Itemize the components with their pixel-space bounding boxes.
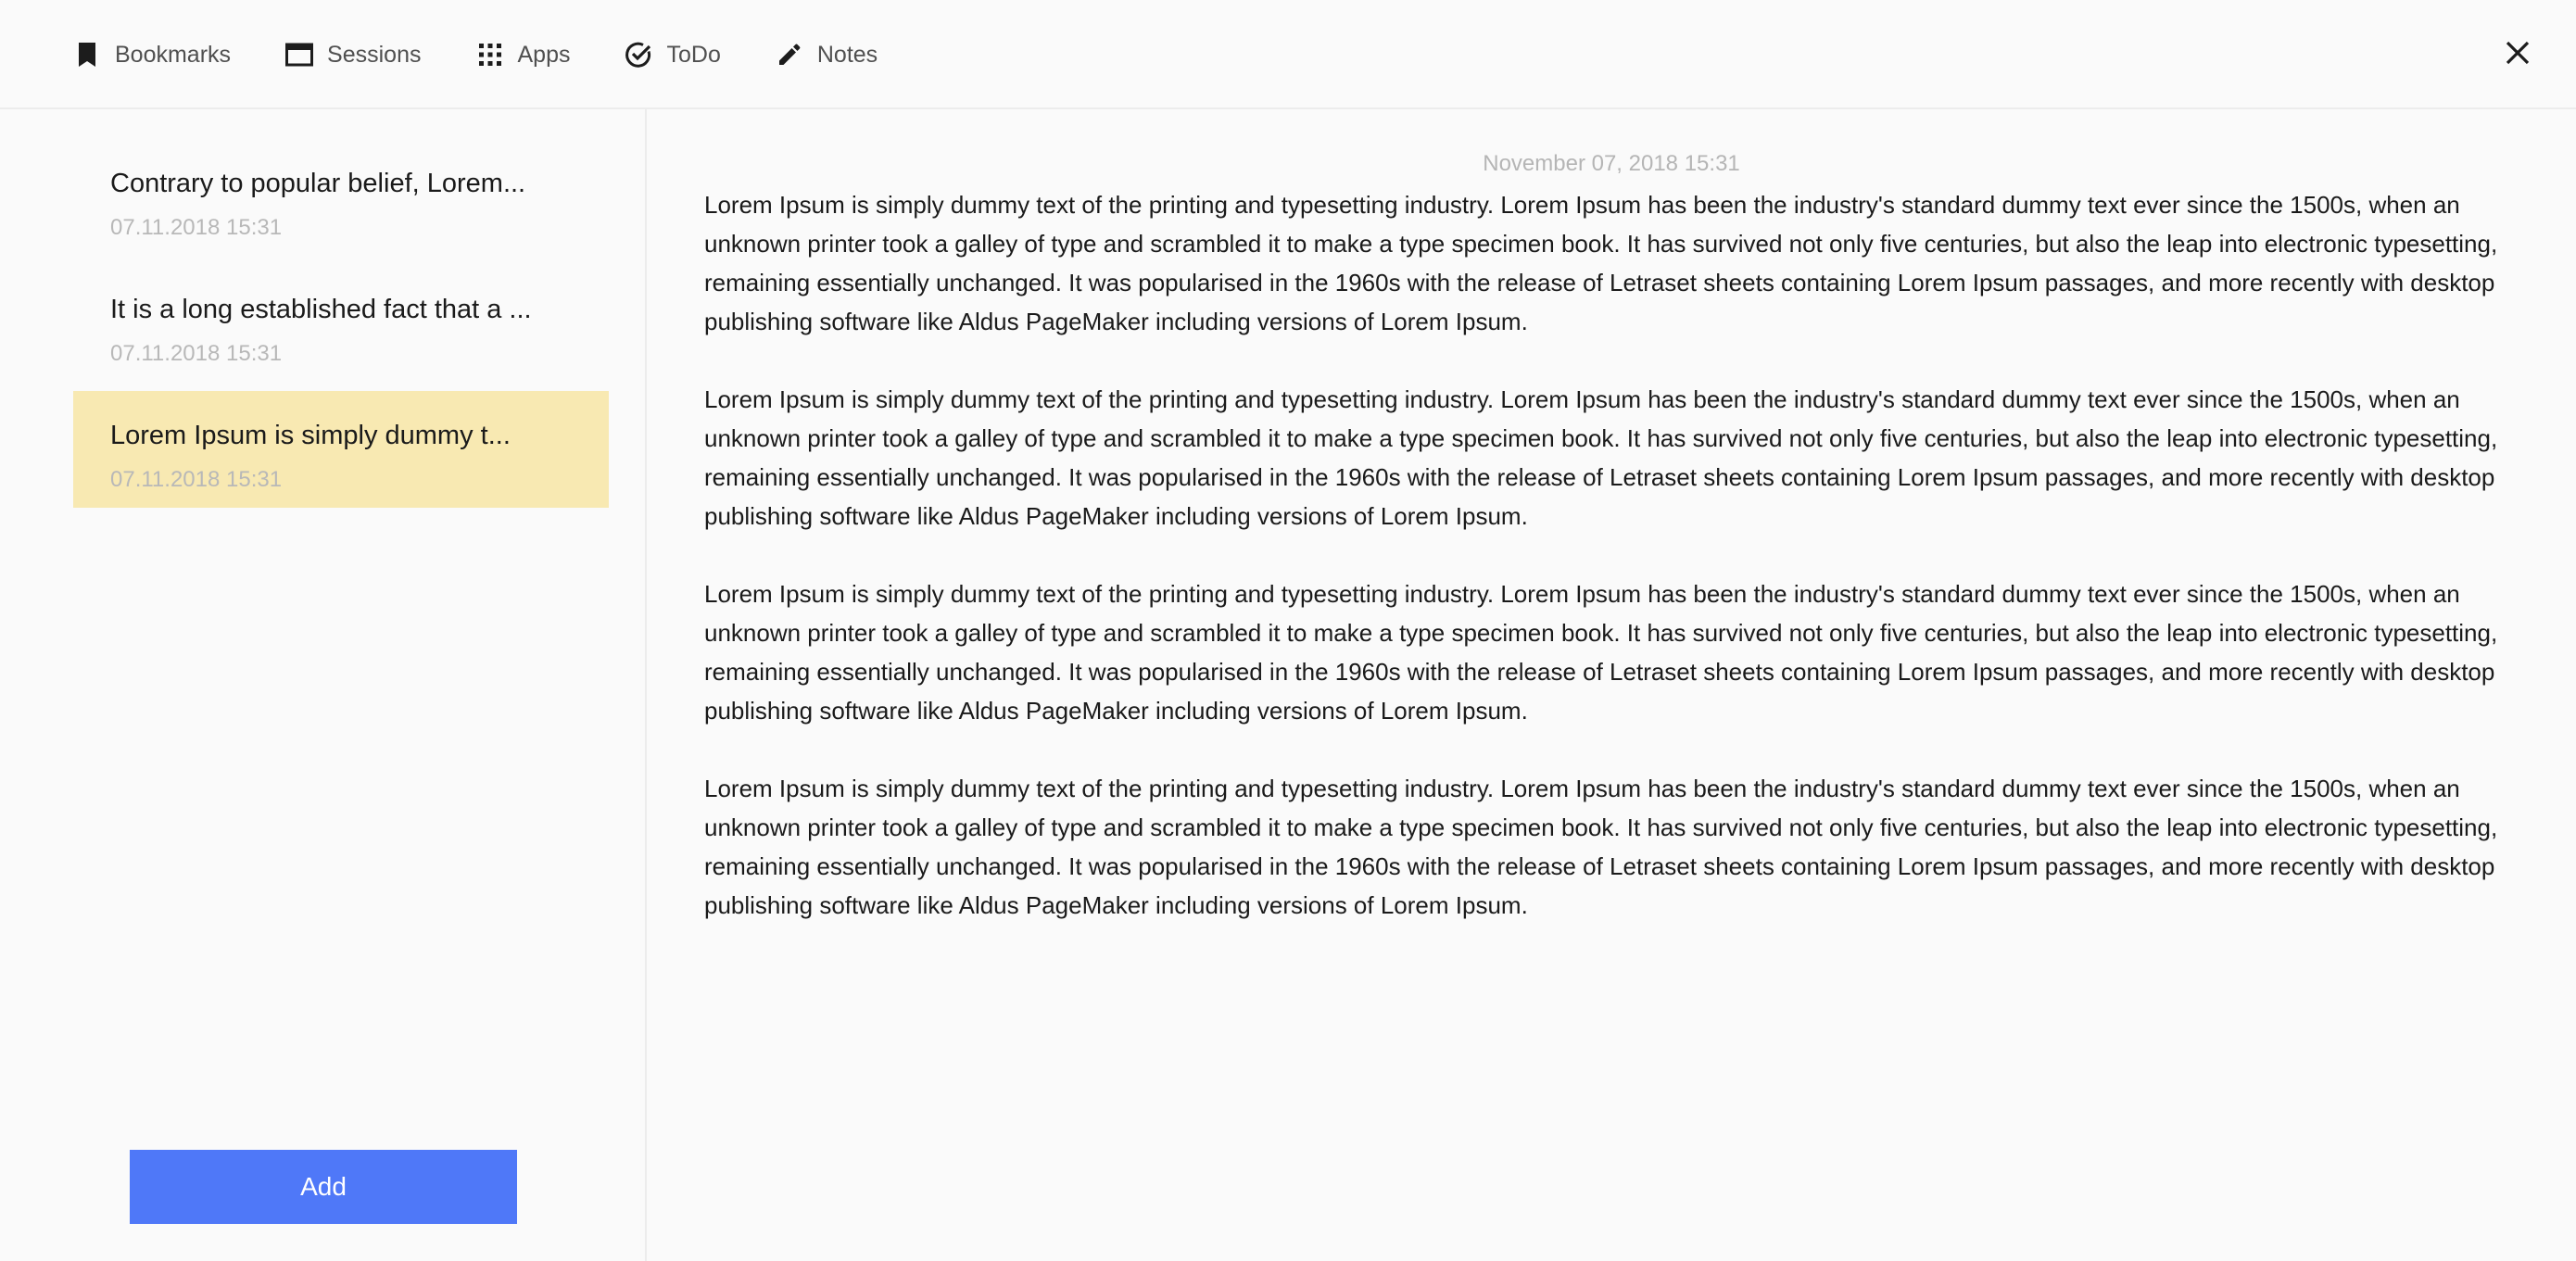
close-icon — [2506, 41, 2530, 69]
top-navigation-bar — [0, 0, 2576, 109]
notes-list — [73, 139, 609, 517]
note-detail — [647, 109, 2576, 1261]
window-icon — [284, 40, 314, 69]
note-paragraph: Lorem Ipsum is simply dummy text of the printing and typesetting industry. Lorem Ipsum has been the industry's standard dummy text ever since the 1500s, when an unknown printer took a galley of type and scrambled it to make a type specimen book. It has survived not only five centuries, but also the leap into electronic typesetting, remaining essentially unchanged. It was popularised in the 1960s with the release of Letraset sheets containing Lorem Ipsum passages, and more recently with desktop publishing software like Aldus PageMaker including versions of Lorem Ipsum. — [704, 191, 2498, 335]
pencil-icon — [775, 40, 804, 69]
nav-tabs — [72, 0, 931, 109]
check-circle-icon — [624, 40, 653, 69]
nav-item-label: Notes — [816, 41, 878, 68]
list-item[interactable] — [73, 265, 609, 382]
nav-item-apps[interactable] — [475, 40, 571, 69]
list-item-selected[interactable] — [73, 391, 609, 508]
close-button[interactable] — [2496, 33, 2539, 76]
note-paragraph: Lorem Ipsum is simply dummy text of the printing and typesetting industry. Lorem Ipsum has been the industry's standard dummy text ever since the 1500s, when an unknown printer took a galley of type and scrambled it to make a type specimen book. It has survived not only five centuries, but also the leap into electronic typesetting, remaining essentially unchanged. It was popularised in the 1960s with the release of Letraset sheets containing Lorem Ipsum passages, and more recently with desktop publishing software like Aldus PageMaker including versions of Lorem Ipsum. — [704, 385, 2498, 530]
bookmark-icon — [72, 40, 102, 69]
note-title: Contrary to popular belief, Lorem... — [110, 169, 526, 198]
nav-item-notes[interactable] — [775, 40, 878, 69]
nav-item-label: ToDo — [666, 41, 721, 68]
note-paragraph: Lorem Ipsum is simply dummy text of the printing and typesetting industry. Lorem Ipsum has been the industry's standard dummy text ever since the 1500s, when an unknown printer took a galley of type and scrambled it to make a type specimen book. It has survived not only five centuries, but also the leap into electronic typesetting, remaining essentially unchanged. It was popularised in the 1960s with the release of Letraset sheets containing Lorem Ipsum passages, and more recently with desktop publishing software like Aldus PageMaker including versions of Lorem Ipsum. — [704, 775, 2498, 919]
nav-item-bookmarks[interactable] — [72, 40, 231, 69]
note-title: It is a long established fact that a ... — [110, 295, 532, 324]
note-date: 07.11.2018 15:31 — [110, 467, 283, 492]
note-date: 07.11.2018 15:31 — [110, 341, 283, 366]
nav-item-label: Sessions — [327, 41, 422, 68]
note-detail-date: November 07, 2018 15:31 — [1483, 151, 1740, 176]
nav-item-todo[interactable] — [624, 40, 720, 69]
notes-sidebar — [0, 109, 647, 1261]
nav-item-sessions[interactable] — [284, 40, 421, 69]
list-item[interactable] — [73, 139, 609, 256]
note-paragraph: Lorem Ipsum is simply dummy text of the printing and typesetting industry. Lorem Ipsum has been the industry's standard dummy text ever since the 1500s, when an unknown printer took a galley of type and scrambled it to make a type specimen book. It has survived not only five centuries, but also the leap into electronic typesetting, remaining essentially unchanged. It was popularised in the 1960s with the release of Letraset sheets containing Lorem Ipsum passages, and more recently with desktop publishing software like Aldus PageMaker including versions of Lorem Ipsum. — [704, 580, 2498, 725]
add-note-button[interactable]: Add — [130, 1150, 517, 1224]
note-date: 07.11.2018 15:31 — [110, 215, 283, 240]
nav-item-label: Bookmarks — [115, 41, 232, 68]
nav-item-label: Apps — [517, 41, 571, 68]
apps-grid-icon — [475, 40, 505, 69]
note-title: Lorem Ipsum is simply dummy t... — [110, 421, 511, 450]
note-body[interactable] — [704, 185, 2520, 964]
